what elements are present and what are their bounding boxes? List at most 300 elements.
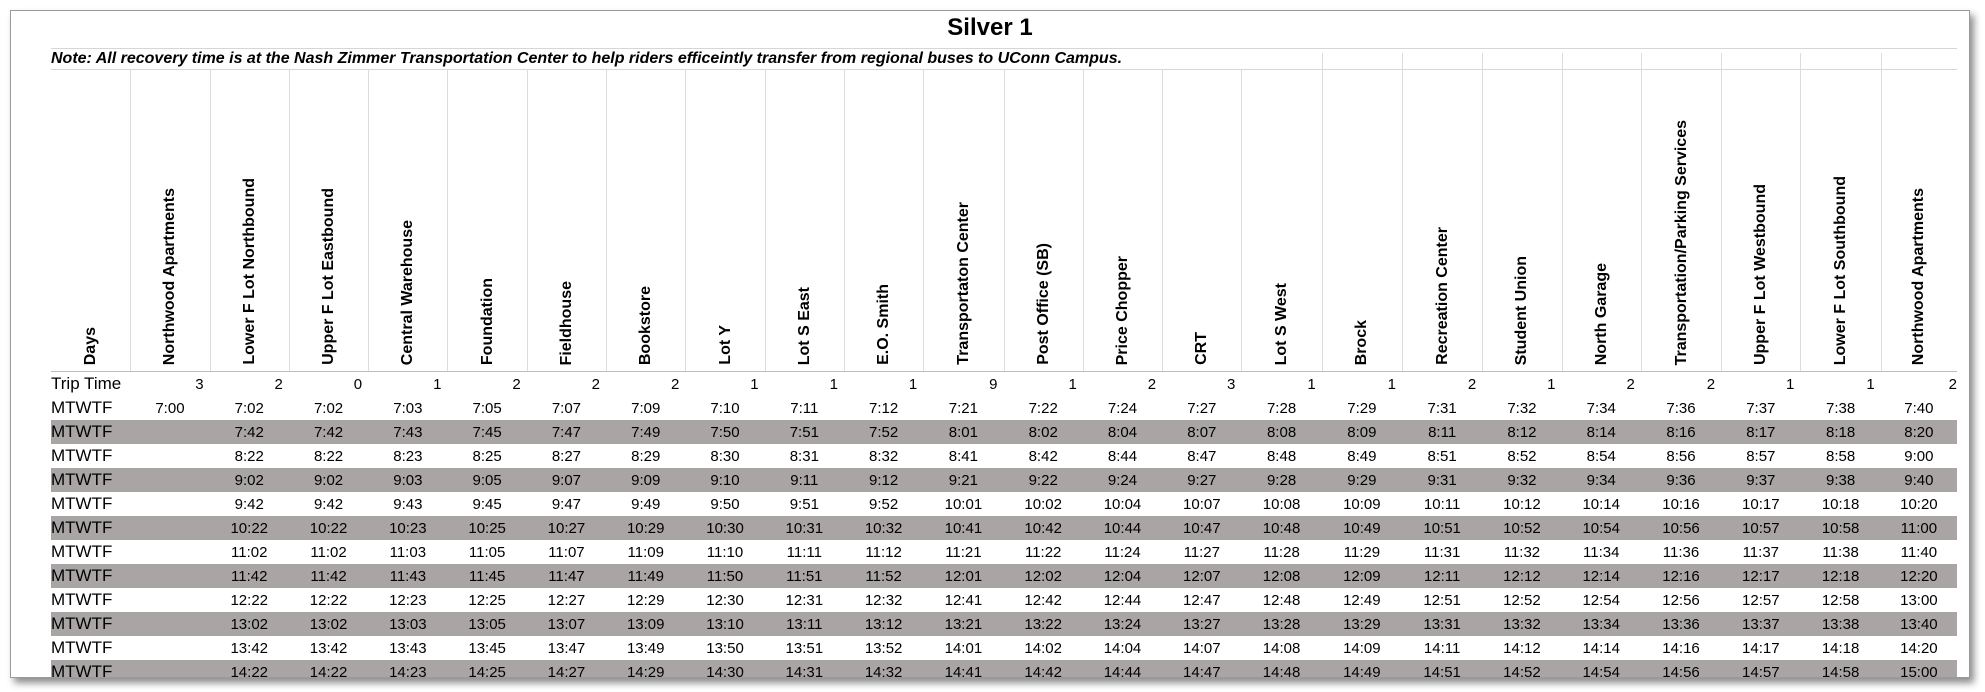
time-cell: 13:24 bbox=[1103, 615, 1142, 633]
time-cell: 11:52 bbox=[865, 567, 902, 585]
time-cell: 7:31 bbox=[1427, 399, 1457, 417]
time-cell: 2 bbox=[512, 375, 521, 393]
time-cell: 8:16 bbox=[1666, 423, 1696, 441]
time-cell: 9:40 bbox=[1904, 471, 1934, 489]
time-cell: 7:12 bbox=[869, 399, 899, 417]
column-header-lower-f-lot-northbound bbox=[210, 69, 289, 371]
time-cell: 8:56 bbox=[1666, 447, 1696, 465]
time-cell: 12:20 bbox=[1900, 567, 1938, 585]
time-cell: 13:27 bbox=[1183, 615, 1221, 633]
time-cell: 7:22 bbox=[1028, 399, 1058, 417]
column-header-label: North Garage bbox=[1592, 262, 1610, 365]
time-cell: 10:54 bbox=[1582, 519, 1620, 537]
time-cell: 11:03 bbox=[389, 543, 427, 561]
time-cell bbox=[130, 612, 209, 636]
time-cell: 7:42 bbox=[313, 423, 344, 441]
time-cell: 12:04 bbox=[1103, 567, 1142, 585]
time-cell: 12:44 bbox=[1103, 591, 1142, 609]
time-cell: 1 bbox=[908, 375, 918, 393]
time-cell: 13:02 bbox=[309, 615, 348, 633]
time-cell: 13:45 bbox=[468, 639, 506, 657]
time-cell: 12:08 bbox=[1262, 567, 1301, 585]
table-row bbox=[51, 444, 1957, 468]
time-cell: 12:51 bbox=[1423, 591, 1461, 609]
time-cell: 13:36 bbox=[1662, 615, 1700, 633]
time-cell: 12:48 bbox=[1262, 591, 1301, 609]
time-cell: 8:25 bbox=[472, 447, 502, 465]
column-header-label: Bookstore bbox=[637, 285, 655, 365]
time-cell: 11:45 bbox=[468, 567, 506, 585]
row-label: MTWTF bbox=[51, 614, 113, 633]
time-cell: 13:52 bbox=[864, 639, 903, 657]
time-cell bbox=[130, 564, 209, 588]
time-cell: 10:14 bbox=[1582, 495, 1620, 513]
time-cell: 7:00 bbox=[155, 399, 185, 417]
time-cell: 11:36 bbox=[1662, 543, 1700, 561]
column-header-label: Days bbox=[81, 326, 99, 365]
time-cell: 10:56 bbox=[1662, 519, 1700, 537]
time-cell: 14:49 bbox=[1343, 663, 1381, 678]
time-cell: 7:36 bbox=[1666, 399, 1696, 417]
time-cell: 12:27 bbox=[547, 591, 586, 609]
column-header-label: Price Chopper bbox=[1113, 255, 1131, 365]
row-label: Trip Time bbox=[51, 374, 122, 393]
time-cell: 10:12 bbox=[1503, 495, 1541, 513]
time-cell: 14:32 bbox=[864, 663, 903, 678]
time-cell: 8:07 bbox=[1187, 423, 1217, 441]
time-cell: 11:34 bbox=[1583, 543, 1620, 561]
table-row bbox=[51, 564, 1957, 588]
column-header-label: Foundation bbox=[478, 277, 496, 365]
divider bbox=[51, 48, 1957, 49]
time-cell: 11:11 bbox=[786, 543, 822, 561]
column-header-label: Lot Y bbox=[716, 325, 734, 365]
time-cell: 7:07 bbox=[551, 399, 582, 417]
table-row bbox=[51, 420, 1957, 444]
time-cell: 1 bbox=[1786, 375, 1795, 393]
time-cell: 0 bbox=[353, 375, 363, 393]
schedule-title: Silver 1 bbox=[947, 14, 1033, 41]
time-cell: 14:30 bbox=[706, 663, 744, 678]
column-header-label: E.O. Smith bbox=[875, 284, 893, 365]
time-cell: 8:51 bbox=[1427, 447, 1457, 465]
column-header-label: Post Office (SB) bbox=[1034, 243, 1052, 365]
time-cell: 8:18 bbox=[1825, 423, 1856, 441]
time-cell: 7:42 bbox=[234, 423, 264, 441]
time-cell: 10:47 bbox=[1183, 519, 1221, 537]
time-cell: 8:52 bbox=[1507, 447, 1537, 465]
column-header-label: Northwood Apartments bbox=[161, 187, 179, 365]
header-row bbox=[51, 69, 1957, 371]
time-cell: 10:48 bbox=[1262, 519, 1301, 537]
time-cell: 12:29 bbox=[626, 591, 665, 609]
time-cell: 12:47 bbox=[1183, 591, 1221, 609]
time-cell: 10:42 bbox=[1024, 519, 1062, 537]
time-cell: 8:30 bbox=[710, 447, 740, 465]
time-cell: 7:10 bbox=[710, 399, 740, 417]
time-cell: 13:42 bbox=[309, 639, 348, 657]
time-cell: 2 bbox=[670, 375, 680, 393]
time-cell: 12:49 bbox=[1343, 591, 1381, 609]
time-cell: 11:27 bbox=[1183, 543, 1220, 561]
time-cell: 7:52 bbox=[869, 423, 899, 441]
time-cell: 13:29 bbox=[1343, 615, 1381, 633]
time-cell: 14:08 bbox=[1262, 639, 1301, 657]
time-cell: 9:42 bbox=[313, 495, 344, 513]
time-cell: 12:12 bbox=[1503, 567, 1541, 585]
time-cell: 10:22 bbox=[309, 519, 348, 537]
time-cell: 14:14 bbox=[1582, 639, 1620, 657]
time-cell: 11:43 bbox=[389, 567, 427, 585]
time-cell: 10:18 bbox=[1821, 495, 1860, 513]
column-header-northwood-apartments bbox=[1881, 53, 1957, 371]
time-cell: 7:24 bbox=[1107, 399, 1138, 417]
time-cell: 14:56 bbox=[1662, 663, 1700, 678]
time-cell: 1 bbox=[829, 375, 838, 393]
row-label: MTWTF bbox=[51, 422, 113, 441]
time-cell: 13:47 bbox=[547, 639, 586, 657]
time-cell: 10:20 bbox=[1900, 495, 1938, 513]
time-cell: 12:22 bbox=[230, 591, 269, 609]
time-cell: 7:51 bbox=[789, 423, 819, 441]
time-cell: 9:00 bbox=[1904, 447, 1934, 465]
time-cell: 11:24 bbox=[1104, 543, 1141, 561]
time-cell: 14:12 bbox=[1503, 639, 1541, 657]
time-cell: 14:09 bbox=[1343, 639, 1381, 657]
time-cell: 13:09 bbox=[626, 615, 665, 633]
time-cell: 10:27 bbox=[547, 519, 586, 537]
time-cell: 14:47 bbox=[1183, 663, 1221, 678]
time-cell: 12:42 bbox=[1024, 591, 1062, 609]
time-cell: 12:17 bbox=[1742, 567, 1780, 585]
time-cell: 13:38 bbox=[1821, 615, 1860, 633]
time-cell: 9 bbox=[989, 375, 998, 393]
time-cell: 8:17 bbox=[1746, 423, 1776, 441]
time-cell: 8:32 bbox=[869, 447, 899, 465]
column-header-label: Transportaton Center bbox=[954, 202, 972, 365]
time-cell: 12:52 bbox=[1503, 591, 1541, 609]
time-cell: 9:27 bbox=[1187, 471, 1217, 489]
time-cell: 13:40 bbox=[1900, 615, 1938, 633]
time-cell: 9:03 bbox=[393, 471, 423, 489]
time-cell: 8:01 bbox=[948, 423, 978, 441]
time-cell: 11:38 bbox=[1822, 543, 1859, 561]
time-cell: 13:07 bbox=[547, 615, 586, 633]
time-cell: 14:20 bbox=[1900, 639, 1938, 657]
time-cell: 9:21 bbox=[948, 471, 978, 489]
time-cell: 11:02 bbox=[310, 543, 347, 561]
row-label: MTWTF bbox=[51, 470, 113, 489]
column-header-label: Lot S West bbox=[1273, 282, 1291, 365]
column-header-north-garage bbox=[1562, 53, 1641, 371]
time-cell: 2 bbox=[274, 375, 283, 393]
time-cell: 7:27 bbox=[1187, 399, 1217, 417]
time-cell: 10:31 bbox=[785, 519, 824, 537]
time-cell: 9:29 bbox=[1347, 471, 1377, 489]
time-cell: 10:09 bbox=[1343, 495, 1381, 513]
time-cell: 10:58 bbox=[1821, 519, 1860, 537]
time-cell: 8:23 bbox=[393, 447, 423, 465]
time-cell: 12:14 bbox=[1582, 567, 1620, 585]
time-cell bbox=[130, 444, 209, 468]
time-cell: 14:23 bbox=[389, 663, 427, 678]
time-cell: 10:17 bbox=[1742, 495, 1780, 513]
column-header-transportation-parking-services bbox=[1641, 53, 1721, 371]
time-cell: 8:08 bbox=[1266, 423, 1297, 441]
column-header-label: Central Warehouse bbox=[399, 219, 417, 365]
time-cell: 12:25 bbox=[468, 591, 506, 609]
time-cell: 12:07 bbox=[1183, 567, 1221, 585]
time-cell: 14:22 bbox=[230, 663, 269, 678]
column-header-brock bbox=[1322, 53, 1402, 371]
time-cell: 11:42 bbox=[231, 567, 268, 585]
time-cell: 11:09 bbox=[627, 543, 664, 561]
time-cell: 11:40 bbox=[1900, 543, 1938, 561]
time-cell: 10:29 bbox=[626, 519, 665, 537]
time-cell: 9:51 bbox=[789, 495, 819, 513]
time-cell: 13:00 bbox=[1900, 591, 1938, 609]
time-cell: 13:43 bbox=[389, 639, 427, 657]
time-cell bbox=[130, 492, 209, 516]
time-cell: 10:07 bbox=[1183, 495, 1221, 513]
time-cell: 12:18 bbox=[1821, 567, 1860, 585]
time-cell: 8:48 bbox=[1266, 447, 1297, 465]
column-header-label: Lower F Lot Southbound bbox=[1832, 175, 1850, 365]
time-cell: 9:24 bbox=[1107, 471, 1138, 489]
column-header-crt bbox=[1162, 69, 1241, 371]
table-row bbox=[51, 588, 1957, 612]
time-cell: 14:31 bbox=[785, 663, 824, 678]
time-cell: 7:21 bbox=[948, 399, 978, 417]
time-cell: 14:22 bbox=[309, 663, 348, 678]
time-cell: 13:02 bbox=[230, 615, 269, 633]
column-header-label: Lower F Lot Northbound bbox=[240, 178, 258, 365]
row-label: MTWTF bbox=[51, 494, 113, 513]
time-cell: 8:57 bbox=[1746, 447, 1776, 465]
column-header-post-office-sb bbox=[1004, 69, 1083, 371]
table-row bbox=[51, 516, 1957, 540]
table-row bbox=[51, 540, 1957, 564]
time-cell: 8:31 bbox=[789, 447, 819, 465]
time-cell: 12:57 bbox=[1742, 591, 1780, 609]
time-cell: 7:29 bbox=[1347, 399, 1377, 417]
time-cell: 12:23 bbox=[389, 591, 427, 609]
time-cell: 11:49 bbox=[627, 567, 664, 585]
time-cell: 7:43 bbox=[393, 423, 423, 441]
row-label: MTWTF bbox=[51, 590, 113, 609]
time-cell: 9:09 bbox=[631, 471, 661, 489]
time-cell: 10:22 bbox=[230, 519, 269, 537]
time-cell: 9:45 bbox=[472, 495, 502, 513]
time-cell: 14:01 bbox=[944, 639, 983, 657]
time-cell: 7:38 bbox=[1825, 399, 1856, 417]
time-cell: 7:50 bbox=[710, 423, 740, 441]
time-cell: 1 bbox=[1307, 375, 1316, 393]
time-cell: 12:56 bbox=[1662, 591, 1700, 609]
time-cell: 12:22 bbox=[309, 591, 348, 609]
time-cell: 8:54 bbox=[1586, 447, 1616, 465]
time-cell: 13:34 bbox=[1582, 615, 1620, 633]
column-header-lower-f-lot-southbound bbox=[1800, 53, 1880, 371]
time-cell: 9:02 bbox=[234, 471, 264, 489]
time-cell: 9:11 bbox=[790, 471, 819, 489]
time-cell: 10:57 bbox=[1742, 519, 1780, 537]
column-header-upper-f-lot-eastbound bbox=[289, 69, 368, 371]
time-cell: 11:00 bbox=[1900, 519, 1938, 537]
time-cell: 13:42 bbox=[230, 639, 269, 657]
time-cell: 11:05 bbox=[468, 543, 506, 561]
time-cell: 7:45 bbox=[472, 423, 502, 441]
row-label: MTWTF bbox=[51, 518, 113, 537]
time-cell: 11:51 bbox=[786, 567, 823, 585]
time-cell: 12:09 bbox=[1343, 567, 1381, 585]
time-cell: 14:52 bbox=[1503, 663, 1541, 678]
time-cell: 11:07 bbox=[548, 543, 585, 561]
time-cell: 8:49 bbox=[1347, 447, 1377, 465]
column-header-label: Upper F Lot Eastbound bbox=[320, 188, 338, 365]
time-cell: 12:41 bbox=[944, 591, 983, 609]
time-cell: 11:37 bbox=[1742, 543, 1780, 561]
schedule-note: Note: All recovery time is at the Nash Zimmer Transportation Center to help riders efficeintly transfer from regional buses to UConn Campus. bbox=[51, 50, 1123, 67]
column-header-foundation bbox=[447, 69, 526, 371]
time-cell: 10:30 bbox=[706, 519, 744, 537]
time-cell: 2 bbox=[1626, 375, 1635, 393]
time-cell bbox=[130, 420, 209, 444]
row-label: MTWTF bbox=[51, 542, 113, 561]
time-cell: 8:27 bbox=[551, 447, 582, 465]
time-cell: 9:43 bbox=[393, 495, 423, 513]
time-cell: 14:57 bbox=[1742, 663, 1780, 678]
time-cell bbox=[130, 660, 209, 678]
column-header-lot-y bbox=[685, 69, 764, 371]
time-cell: 10:32 bbox=[864, 519, 903, 537]
time-cell: 14:17 bbox=[1742, 639, 1780, 657]
time-cell: 9:34 bbox=[1586, 471, 1616, 489]
schedule-sheet bbox=[10, 10, 1970, 678]
column-header-lot-s-west bbox=[1241, 69, 1321, 371]
time-cell: 7:28 bbox=[1266, 399, 1297, 417]
time-cell: 12:31 bbox=[785, 591, 824, 609]
column-header-label: Brock bbox=[1353, 319, 1371, 365]
time-cell: 7:02 bbox=[234, 399, 264, 417]
time-cell: 13:31 bbox=[1423, 615, 1461, 633]
time-cell: 10:52 bbox=[1503, 519, 1541, 537]
time-cell: 9:37 bbox=[1746, 471, 1776, 489]
time-cell: 13:50 bbox=[706, 639, 744, 657]
time-cell: 1 bbox=[1068, 375, 1077, 393]
column-header-recreation-center bbox=[1402, 53, 1482, 371]
row-label: MTWTF bbox=[51, 398, 113, 417]
time-cell: 14:02 bbox=[1024, 639, 1062, 657]
time-cell: 13:49 bbox=[626, 639, 665, 657]
time-cell: 13:03 bbox=[389, 615, 427, 633]
time-cell: 8:14 bbox=[1586, 423, 1616, 441]
table-row bbox=[51, 612, 1957, 636]
time-cell: 11:10 bbox=[706, 543, 744, 561]
column-header-lot-s-east bbox=[765, 69, 844, 371]
time-cell: 13:12 bbox=[864, 615, 903, 633]
table-row bbox=[51, 492, 1957, 516]
time-cell: 13:05 bbox=[468, 615, 506, 633]
time-cell: 14:41 bbox=[944, 663, 983, 678]
time-cell: 7:47 bbox=[551, 423, 582, 441]
table-row bbox=[51, 660, 1957, 678]
time-cell: 3 bbox=[1227, 375, 1236, 393]
time-cell: 13:37 bbox=[1742, 615, 1780, 633]
time-cell: 14:04 bbox=[1103, 639, 1142, 657]
time-cell: 11:22 bbox=[1024, 543, 1062, 561]
time-cell: 14:16 bbox=[1662, 639, 1700, 657]
time-cell: 10:44 bbox=[1103, 519, 1142, 537]
trip-time-row bbox=[51, 371, 1957, 396]
table-body bbox=[51, 371, 1957, 678]
time-cell: 11:42 bbox=[310, 567, 347, 585]
time-cell: 7:09 bbox=[631, 399, 661, 417]
time-cell: 1 bbox=[1547, 375, 1556, 393]
time-cell: 11:12 bbox=[865, 543, 902, 561]
time-cell: 2 bbox=[1706, 375, 1716, 393]
time-cell: 1 bbox=[750, 375, 759, 393]
time-cell: 14:27 bbox=[547, 663, 586, 678]
time-cell: 12:58 bbox=[1821, 591, 1860, 609]
row-label: MTWTF bbox=[51, 566, 113, 585]
time-cell: 11:02 bbox=[231, 543, 268, 561]
time-cell: 7:05 bbox=[472, 399, 502, 417]
time-cell: 8:29 bbox=[631, 447, 661, 465]
time-cell: 10:08 bbox=[1262, 495, 1301, 513]
schedule-table bbox=[51, 69, 1957, 678]
time-cell: 12:16 bbox=[1662, 567, 1700, 585]
time-cell: 11:47 bbox=[548, 567, 585, 585]
time-cell: 14:18 bbox=[1821, 639, 1860, 657]
time-cell: 10:11 bbox=[1423, 495, 1461, 513]
time-cell: 14:44 bbox=[1103, 663, 1142, 678]
time-cell: 9:07 bbox=[551, 471, 582, 489]
time-cell: 9:22 bbox=[1028, 471, 1058, 489]
time-cell: 8:22 bbox=[234, 447, 264, 465]
time-cell: 9:47 bbox=[551, 495, 582, 513]
time-cell: 7:02 bbox=[313, 399, 344, 417]
time-cell: 14:58 bbox=[1821, 663, 1860, 678]
time-cell: 11:29 bbox=[1343, 543, 1381, 561]
time-cell: 1 bbox=[1387, 375, 1396, 393]
time-cell: 10:02 bbox=[1024, 495, 1062, 513]
time-cell: 13:11 bbox=[786, 615, 823, 633]
time-cell: 8:22 bbox=[313, 447, 344, 465]
time-cell: 11:31 bbox=[1423, 543, 1461, 561]
time-cell: 2 bbox=[591, 375, 601, 393]
time-cell: 11:21 bbox=[945, 543, 982, 561]
time-cell: 7:11 bbox=[790, 399, 819, 417]
column-header-label: Lot S East bbox=[795, 286, 813, 365]
time-cell: 8:44 bbox=[1107, 447, 1138, 465]
time-cell: 12:11 bbox=[1423, 567, 1461, 585]
column-header-label: Transportation/Parking Services bbox=[1672, 119, 1690, 365]
time-cell: 1 bbox=[433, 375, 442, 393]
table-row bbox=[51, 396, 1957, 420]
time-cell: 9:31 bbox=[1427, 471, 1457, 489]
time-cell: 9:50 bbox=[710, 495, 740, 513]
time-cell: 13:51 bbox=[785, 639, 824, 657]
time-cell: 13:28 bbox=[1262, 615, 1301, 633]
time-cell: 8:20 bbox=[1904, 423, 1934, 441]
time-cell: 8:41 bbox=[948, 447, 978, 465]
time-cell: 12:30 bbox=[706, 591, 744, 609]
time-cell: 8:09 bbox=[1347, 423, 1377, 441]
time-cell: 11:28 bbox=[1263, 543, 1300, 561]
time-cell: 9:12 bbox=[869, 471, 899, 489]
time-cell: 9:38 bbox=[1825, 471, 1856, 489]
